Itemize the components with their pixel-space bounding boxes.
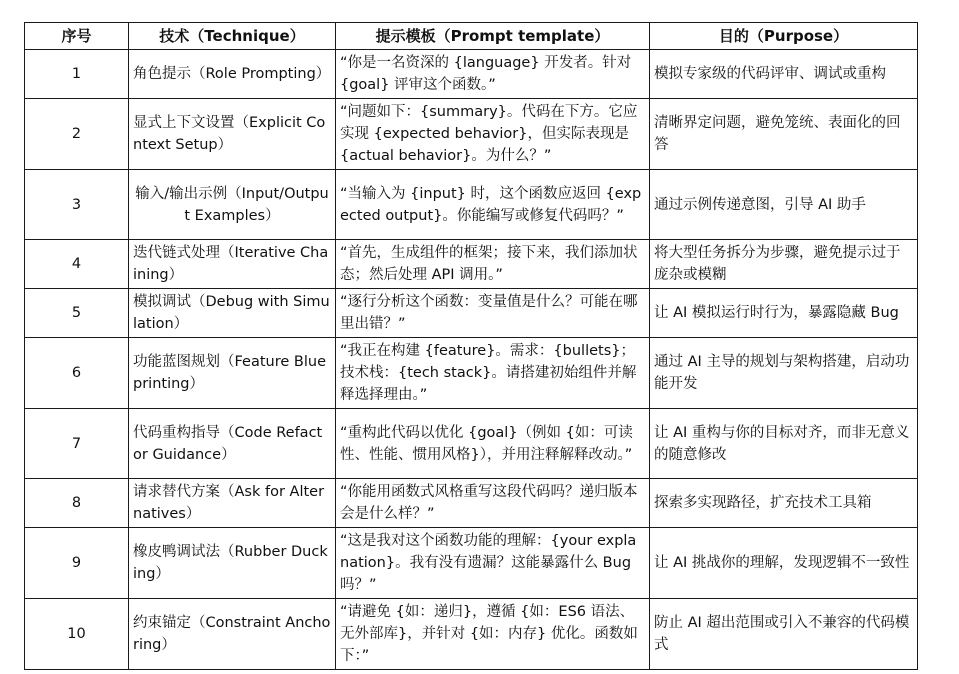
- table-row: [25, 528, 918, 599]
- row-technique: 输入/输出示例（Input/Output Examples）: [129, 170, 336, 240]
- row-num: 8: [25, 479, 129, 528]
- row-technique: 功能蓝图规划（Feature Blueprinting）: [129, 338, 336, 409]
- table-header-row: [25, 23, 918, 50]
- table-row: [25, 99, 918, 170]
- table-row: [25, 289, 918, 338]
- row-technique: 橡皮鸭调试法（Rubber Ducking）: [129, 528, 336, 599]
- row-technique: 请求替代方案（Ask for Alternatives）: [129, 479, 336, 528]
- row-purpose: 模拟专家级的代码评审、调试或重构: [650, 50, 918, 99]
- row-technique: 显式上下文设置（Explicit Context Setup）: [129, 99, 336, 170]
- row-prompt: “逐行分析这个函数：变量值是什么？可能在哪里出错？”: [336, 289, 650, 338]
- row-prompt: “重构此代码以优化 {goal}（例如 {如：可读性、性能、惯用风格}），并用注释解释改动。”: [336, 409, 650, 479]
- row-prompt: “首先，生成组件的框架；接下来，我们添加状态；然后处理 API 调用。”: [336, 240, 650, 289]
- row-prompt: “这是我对这个函数功能的理解：{your explanation}。我有没有遗漏？这能暴露什么 Bug 吗？”: [336, 528, 650, 599]
- row-purpose: 让 AI 挑战你的理解，发现逻辑不一致性: [650, 528, 918, 599]
- row-num: 1: [25, 50, 129, 99]
- table-row: [25, 479, 918, 528]
- header-num: 序号: [25, 23, 129, 50]
- row-prompt: “问题如下：{summary}。代码在下方。它应实现 {expected behavior}，但实际表现是 {actual behavior}。为什么？”: [336, 99, 650, 170]
- row-num: 7: [25, 409, 129, 479]
- row-purpose: 让 AI 重构与你的目标对齐，而非无意义的随意修改: [650, 409, 918, 479]
- row-num: 9: [25, 528, 129, 599]
- technique-table-sheet: [24, 22, 917, 670]
- row-prompt: “你能用函数式风格重写这段代码吗？递归版本会是什么样？”: [336, 479, 650, 528]
- prompt-techniques-table: [24, 22, 918, 670]
- table-row: [25, 170, 918, 240]
- row-purpose: 让 AI 模拟运行时行为，暴露隐藏 Bug: [650, 289, 918, 338]
- header-prompt: 提示模板（Prompt template）: [336, 23, 650, 50]
- row-purpose: 通过示例传递意图，引导 AI 助手: [650, 170, 918, 240]
- row-num: 5: [25, 289, 129, 338]
- row-technique: 模拟调试（Debug with Simulation）: [129, 289, 336, 338]
- header-purpose: 目的（Purpose）: [650, 23, 918, 50]
- row-purpose: 将大型任务拆分为步骤，避免提示过于庞杂或模糊: [650, 240, 918, 289]
- table-row: [25, 240, 918, 289]
- row-purpose: 探索多实现路径，扩充技术工具箱: [650, 479, 918, 528]
- header-technique: 技术（Technique）: [129, 23, 336, 50]
- row-num: 4: [25, 240, 129, 289]
- row-technique: 约束锚定（Constraint Anchoring）: [129, 599, 336, 670]
- row-technique: 代码重构指导（Code Refactor Guidance）: [129, 409, 336, 479]
- row-num: 3: [25, 170, 129, 240]
- row-purpose: 通过 AI 主导的规划与架构搭建，启动功能开发: [650, 338, 918, 409]
- row-prompt: “当输入为 {input} 时，这个函数应返回 {expected output}。你能编写或修复代码吗？”: [336, 170, 650, 240]
- row-purpose: 清晰界定问题，避免笼统、表面化的回答: [650, 99, 918, 170]
- row-purpose: 防止 AI 超出范围或引入不兼容的代码模式: [650, 599, 918, 670]
- row-num: 10: [25, 599, 129, 670]
- row-technique: 角色提示（Role Prompting）: [129, 50, 336, 99]
- table-row: [25, 338, 918, 409]
- table-row: [25, 50, 918, 99]
- table-row: [25, 599, 918, 670]
- table-row: [25, 409, 918, 479]
- row-num: 6: [25, 338, 129, 409]
- row-num: 2: [25, 99, 129, 170]
- row-prompt: “你是一名资深的 {language} 开发者。针对 {goal} 评审这个函数。”: [336, 50, 650, 99]
- row-technique: 迭代链式处理（Iterative Chaining）: [129, 240, 336, 289]
- row-prompt: “我正在构建 {feature}。需求：{bullets}；技术栈：{tech stack}。请搭建初始组件并解释选择理由。”: [336, 338, 650, 409]
- row-prompt: “请避免 {如：递归}，遵循 {如：ES6 语法、无外部库}，并针对 {如：内存} 优化。函数如下：”: [336, 599, 650, 670]
